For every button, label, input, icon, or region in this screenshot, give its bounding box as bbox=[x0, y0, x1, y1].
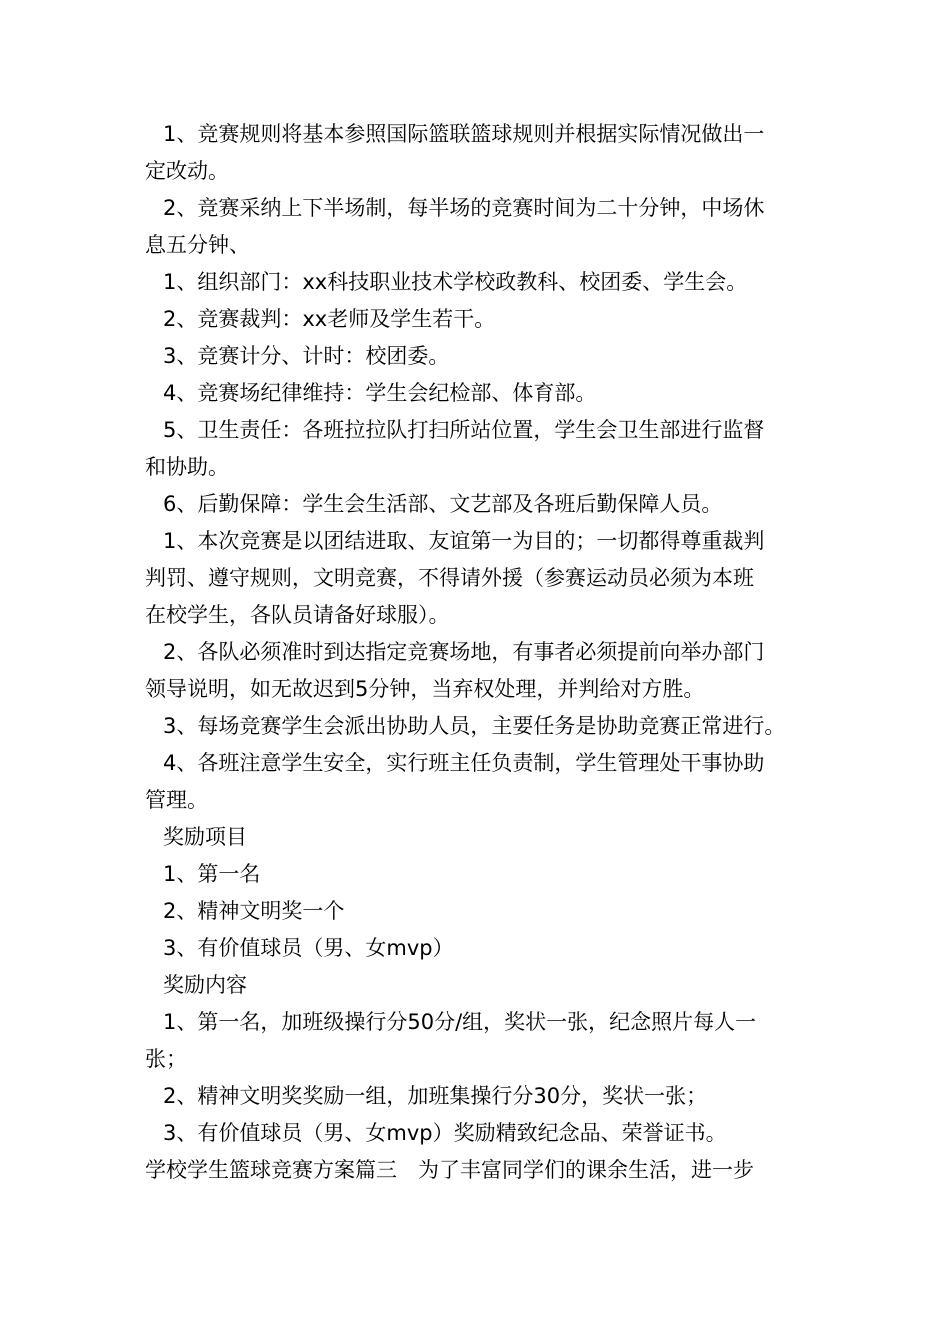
text-line: 学校学生篮球竞赛方案篇三 为了丰富同学们的课余生活，进一步 bbox=[145, 1158, 754, 1182]
text-line: 2、精神文明奖一个 bbox=[163, 899, 345, 923]
text-line: 4、竞赛场纪律维持：学生会纪检部、体育部。 bbox=[163, 381, 597, 405]
text-line: 1、第一名，加班级操行分50分/组，奖状一张，纪念照片每人一 bbox=[163, 1010, 757, 1034]
text-line: 奖励内容 bbox=[163, 973, 247, 997]
text-line: 3、每场竞赛学生会派出协助人员，主要任务是协助竞赛正常进行。 bbox=[163, 714, 786, 738]
text-line: 3、有价值球员（男、女mvp）奖励精致纪念品、荣誉证书。 bbox=[163, 1121, 727, 1145]
text-line: 1、第一名 bbox=[163, 862, 261, 886]
text-line: 领导说明，如无故迟到5分钟，当弃权处理，并判给对方胜。 bbox=[145, 677, 705, 701]
text-line: 1、竞赛规则将基本参照国际篮联篮球规则并根据实际情况做出一 bbox=[163, 122, 765, 146]
text-line: 2、竞赛采纳上下半场制，每半场的竞赛时间为二十分钟，中场休 bbox=[163, 196, 765, 220]
text-line: 定改动。 bbox=[145, 159, 229, 183]
text-line: 息五分钟、 bbox=[145, 233, 250, 257]
text-line: 1、本次竞赛是以团结进取、友谊第一为目的；一切都得尊重裁判 bbox=[163, 529, 765, 553]
text-line: 张； bbox=[145, 1047, 187, 1071]
text-line: 5、卫生责任：各班拉拉队打扫所站位置，学生会卫生部进行监督 bbox=[163, 418, 765, 442]
text-line: 1、组织部门：xx科技职业技术学校政教科、校团委、学生会。 bbox=[163, 270, 748, 294]
text-line: 和协助。 bbox=[145, 455, 229, 479]
text-line: 奖励项目 bbox=[163, 825, 247, 849]
text-line: 判罚、遵守规则，文明竞赛，不得请外援（参赛运动员必须为本班 bbox=[145, 566, 754, 590]
text-line: 2、各队必须准时到达指定竞赛场地，有事者必须提前向举办部门 bbox=[163, 640, 765, 664]
text-line: 3、竞赛计分、计时：校团委。 bbox=[163, 344, 450, 368]
text-line: 4、各班注意学生安全，实行班主任负责制，学生管理处干事协助 bbox=[163, 751, 765, 775]
text-line: 2、竞赛裁判：xx老师及学生若干。 bbox=[163, 307, 496, 331]
text-line: 管理。 bbox=[145, 788, 208, 812]
text-line: 在校学生，各队员请备好球服）。 bbox=[145, 603, 450, 627]
text-line: 6、后勤保障：学生会生活部、文艺部及各班后勤保障人员。 bbox=[163, 492, 723, 516]
text-line: 3、有价值球员（男、女mvp） bbox=[163, 936, 454, 960]
text-line: 2、精神文明奖奖励一组，加班集操行分30分，奖状一张； bbox=[163, 1084, 708, 1108]
